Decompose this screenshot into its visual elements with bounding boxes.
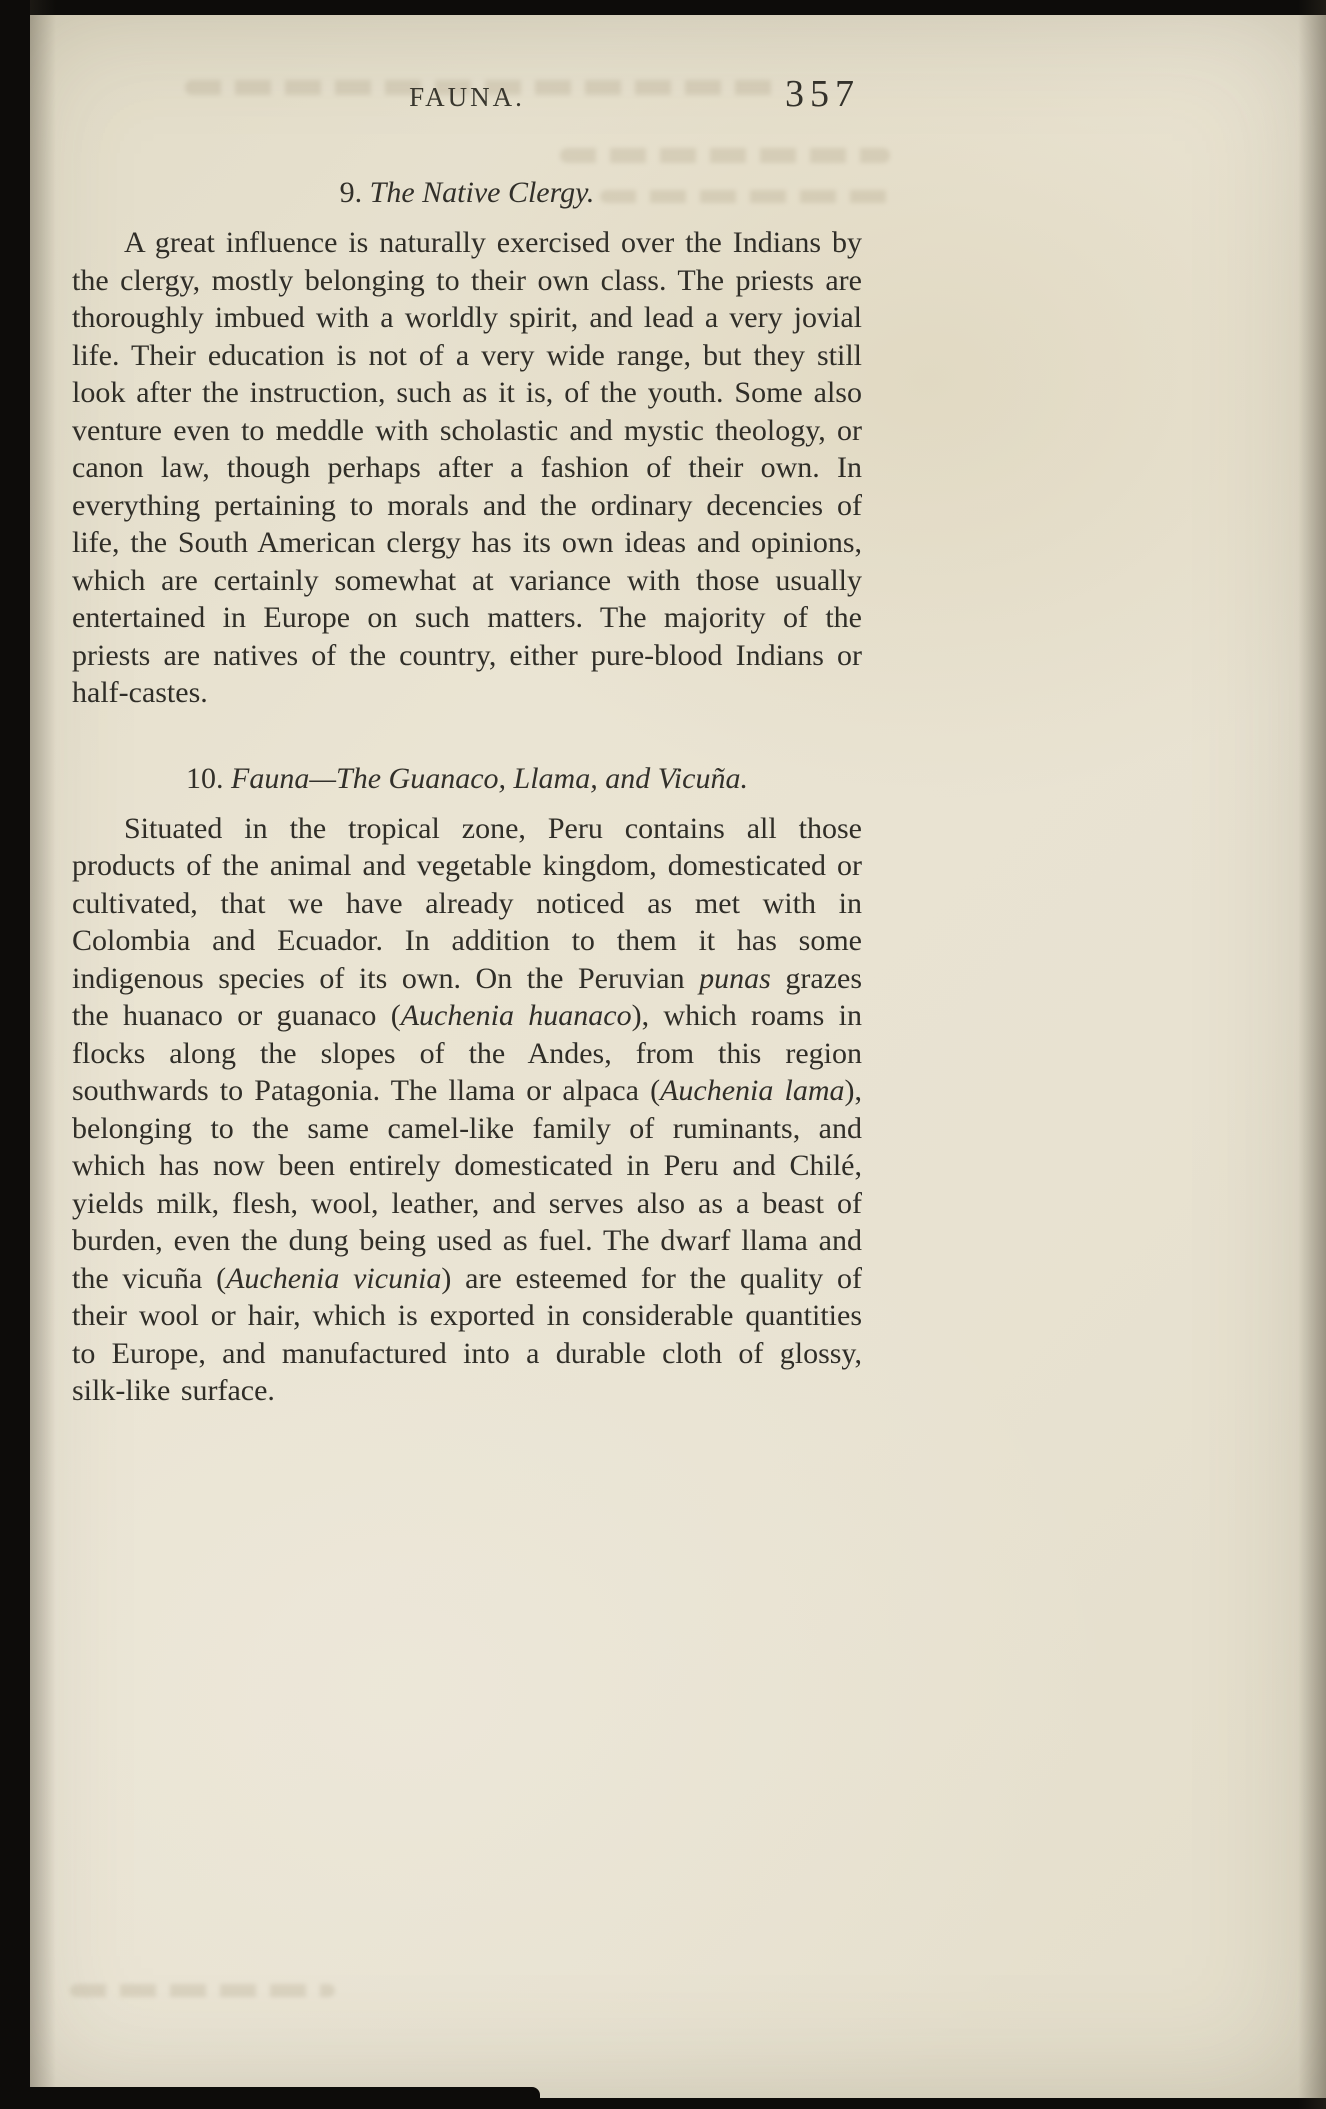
paragraph-fauna [72, 810, 862, 1410]
section-fauna [72, 762, 862, 1410]
running-title: FAUNA. [409, 82, 525, 112]
section-title: The Native Clergy. [369, 176, 595, 209]
page-header [72, 74, 862, 118]
text-run-italic: Auchenia lama [660, 1074, 845, 1107]
text-run: Situated in the tropical zone, Peru contains all those products of the animal and vegetable kingdom, domesticated or cultivated, that we have already noticed as met with in Colombia and Ecuador. In addition to them it has some indigenous species of its own. On the Peruvian [72, 811, 862, 995]
showthrough-text-line [70, 1984, 335, 1997]
section-heading-9 [72, 176, 862, 210]
text-run: ), which roams in flocks along the slopes of the Andes, from this region southwards to Patagonia. The llama or alpaca ( [72, 999, 862, 1107]
scan-edge-bottom-left [0, 2087, 540, 2109]
text-run: A great influence is naturally exercised over the Indians by the clergy, mostly belonging to their own class. The priests are thoroughly imbued with a worldly spirit, and lead a very jovial life. Their education is not of a very wide range, but they still look after the instruction, such as it is, of the youth. Some also venture even to meddle with scholastic and mystic theology, or canon law, though perhaps after a fashion of their own. In everything pertaining to morals and the ordinary decencies of life, the South American clergy has its own ideas and opinions, which are certainly somewhat at variance with those usually entertained in Europe on such matters. The majority of the priests are natives of the country, either pure-blood Indians or half-castes. [72, 226, 862, 709]
section-heading-10 [72, 762, 862, 796]
page-number: 357 [785, 73, 860, 115]
page-content [72, 74, 862, 1410]
section-title: Fauna—The Guanaco, Llama, and Vicuña. [231, 761, 748, 795]
section-native-clergy [72, 176, 862, 712]
scan-edge-left-shadow [30, 0, 56, 2109]
section-number: 10. [186, 761, 232, 795]
text-run-italic: punas [699, 961, 771, 995]
text-run: grazes the huanaco or guanaco ( [72, 961, 862, 1032]
paragraph-native-clergy [72, 224, 862, 712]
text-run-italic: Auchenia vicunia [226, 1261, 442, 1295]
text-run: ) are esteemed for the quality of their wool or hair, which is exported in considerable quantities to Europe, and manufactured into a durable cloth of glossy, silk-like surface. [72, 1261, 862, 1407]
scan-edge-top [0, 0, 1326, 15]
scan-edge-left [0, 0, 30, 2109]
section-number: 9. [339, 176, 370, 209]
text-run-italic: Auchenia huanaco [400, 999, 632, 1032]
text-run: ), belonging to the same camel-like family of ruminants, and which has now been entirely domesticated in Peru and Chilé, yields milk, flesh, wool, leather, and serves also as a beast of burden, even the dung being used as fuel. The dwarf llama and the vicuña ( [72, 1074, 862, 1295]
scan-edge-right-shadow [1298, 0, 1326, 2109]
